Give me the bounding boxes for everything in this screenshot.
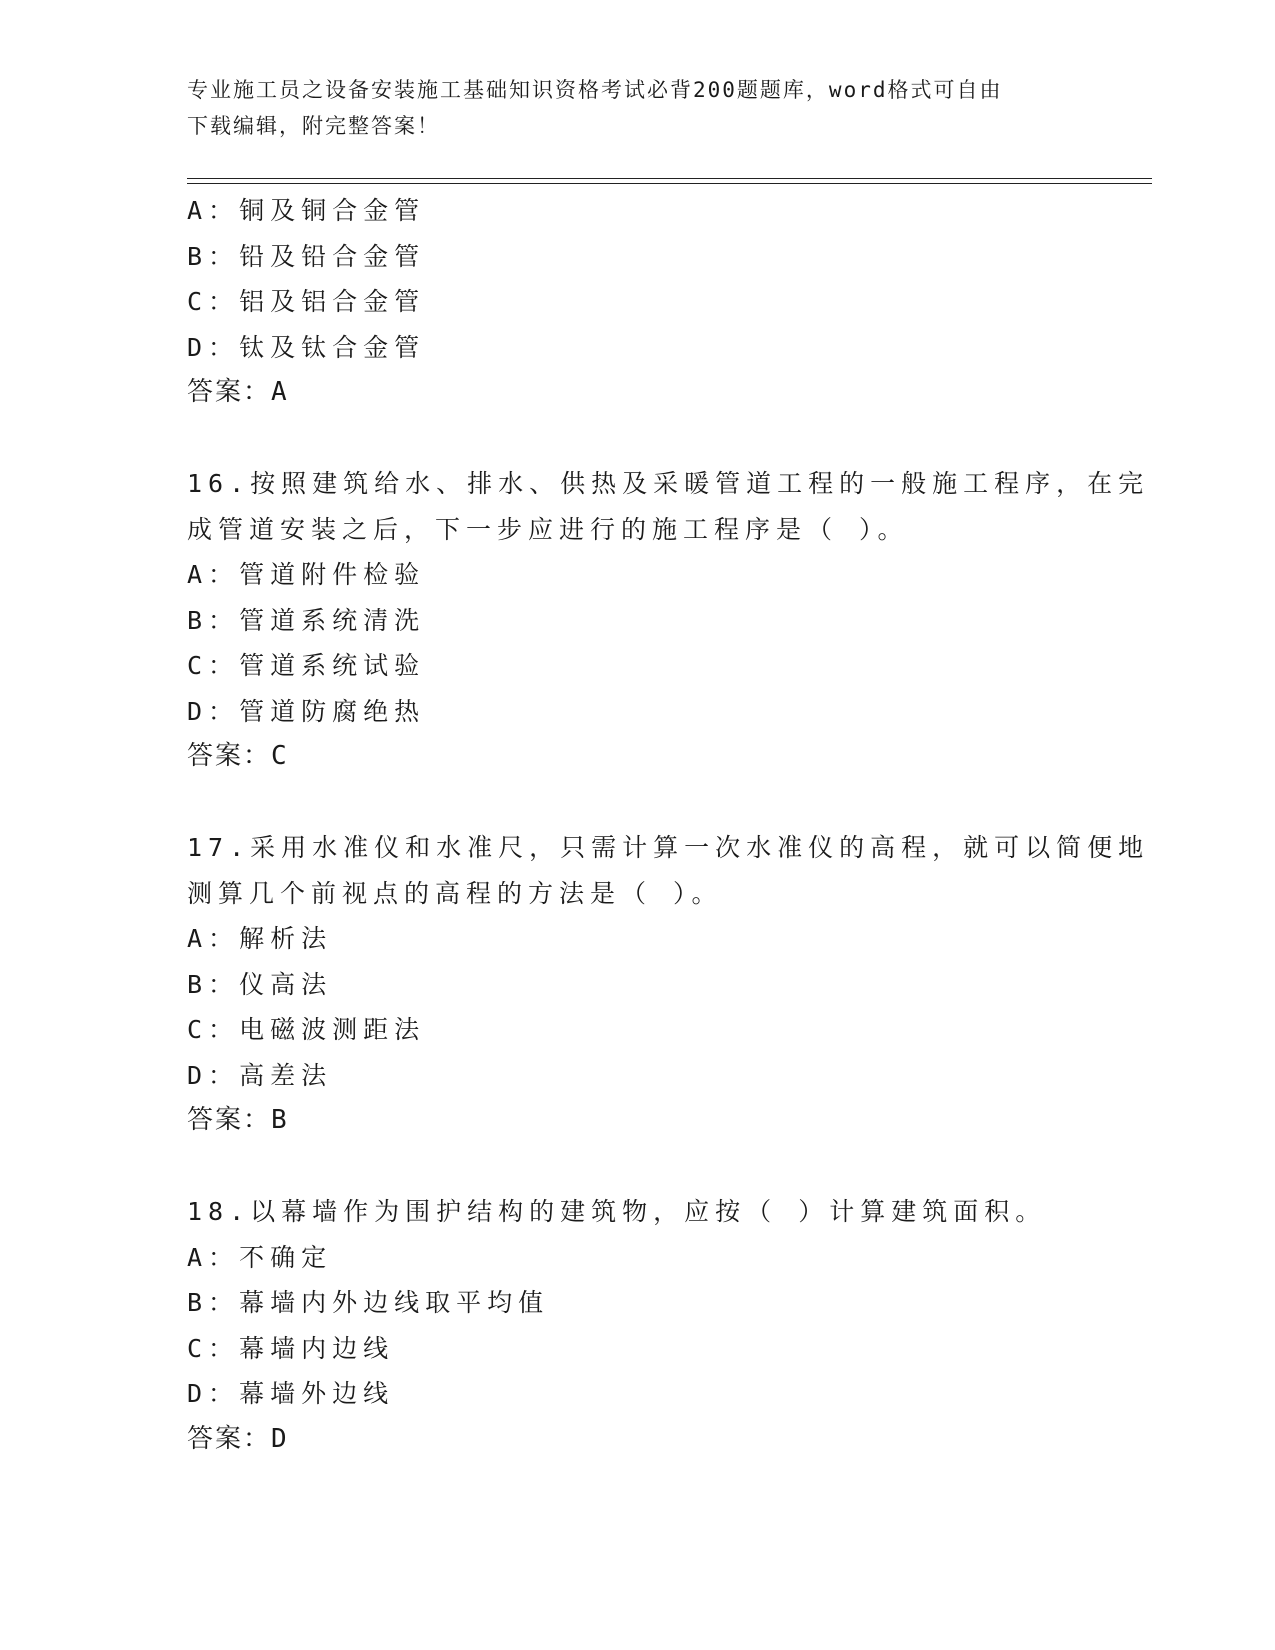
question-text-line: 测算几个前视点的高程的方法是（ ）。 xyxy=(187,878,723,908)
question-text-line: 17.采用水准仪和水准尺，只需计算一次水准仪的高程，就可以简便地 xyxy=(187,833,1150,862)
question-list xyxy=(187,188,1150,1462)
option-c: C：电磁波测距法 xyxy=(187,1015,426,1044)
header-divider-top xyxy=(187,178,1152,179)
answer-line: 答案：A xyxy=(187,377,289,407)
option-a: A：管道附件检验 xyxy=(187,560,426,589)
answer-line: 答案：D xyxy=(187,1423,289,1454)
question-block-prev xyxy=(187,188,1087,416)
question-block-16 xyxy=(187,461,1150,780)
option-b: B：铅及铅合金管 xyxy=(187,241,426,271)
document-header xyxy=(187,72,1087,144)
header-line-2: 下载编辑，附完整答案！ xyxy=(187,114,440,138)
option-d: D：高差法 xyxy=(187,1060,333,1090)
option-b: B：幕墙内外边线取平均值 xyxy=(187,1288,550,1317)
question-text-line: 成管道安装之后，下一步应进行的施工程序是（ ）。 xyxy=(187,514,909,544)
header-divider-bottom xyxy=(187,183,1152,184)
question-text-line: 16.按照建筑给水、排水、供热及采暖管道工程的一般施工程序，在完 xyxy=(187,469,1150,498)
answer-line: 答案：B xyxy=(187,1105,289,1135)
option-a: A：解析法 xyxy=(187,924,333,953)
option-d: D：管道防腐绝热 xyxy=(187,696,426,726)
option-a: A：不确定 xyxy=(187,1242,333,1272)
option-d: D：幕墙外边线 xyxy=(187,1379,395,1408)
option-a: A：铜及铜合金管 xyxy=(187,196,426,225)
option-d: D：钛及钛合金管 xyxy=(187,332,426,362)
question-block-18 xyxy=(187,1189,1087,1462)
question-text-line: 18.以幕墙作为围护结构的建筑物，应按（ ）计算建筑面积。 xyxy=(187,1197,1047,1226)
header-line-1: 专业施工员之设备安装施工基础知识资格考试必背200题题库，word格式可自由 xyxy=(187,78,1003,102)
option-c: C：幕墙内边线 xyxy=(187,1333,395,1363)
option-c: C：管道系统试验 xyxy=(187,651,426,680)
question-block-17 xyxy=(187,825,1150,1144)
option-c: C：铝及铝合金管 xyxy=(187,287,426,316)
option-b: B：管道系统清洗 xyxy=(187,605,426,635)
answer-line: 答案：C xyxy=(187,741,289,771)
option-b: B：仪高法 xyxy=(187,969,333,999)
